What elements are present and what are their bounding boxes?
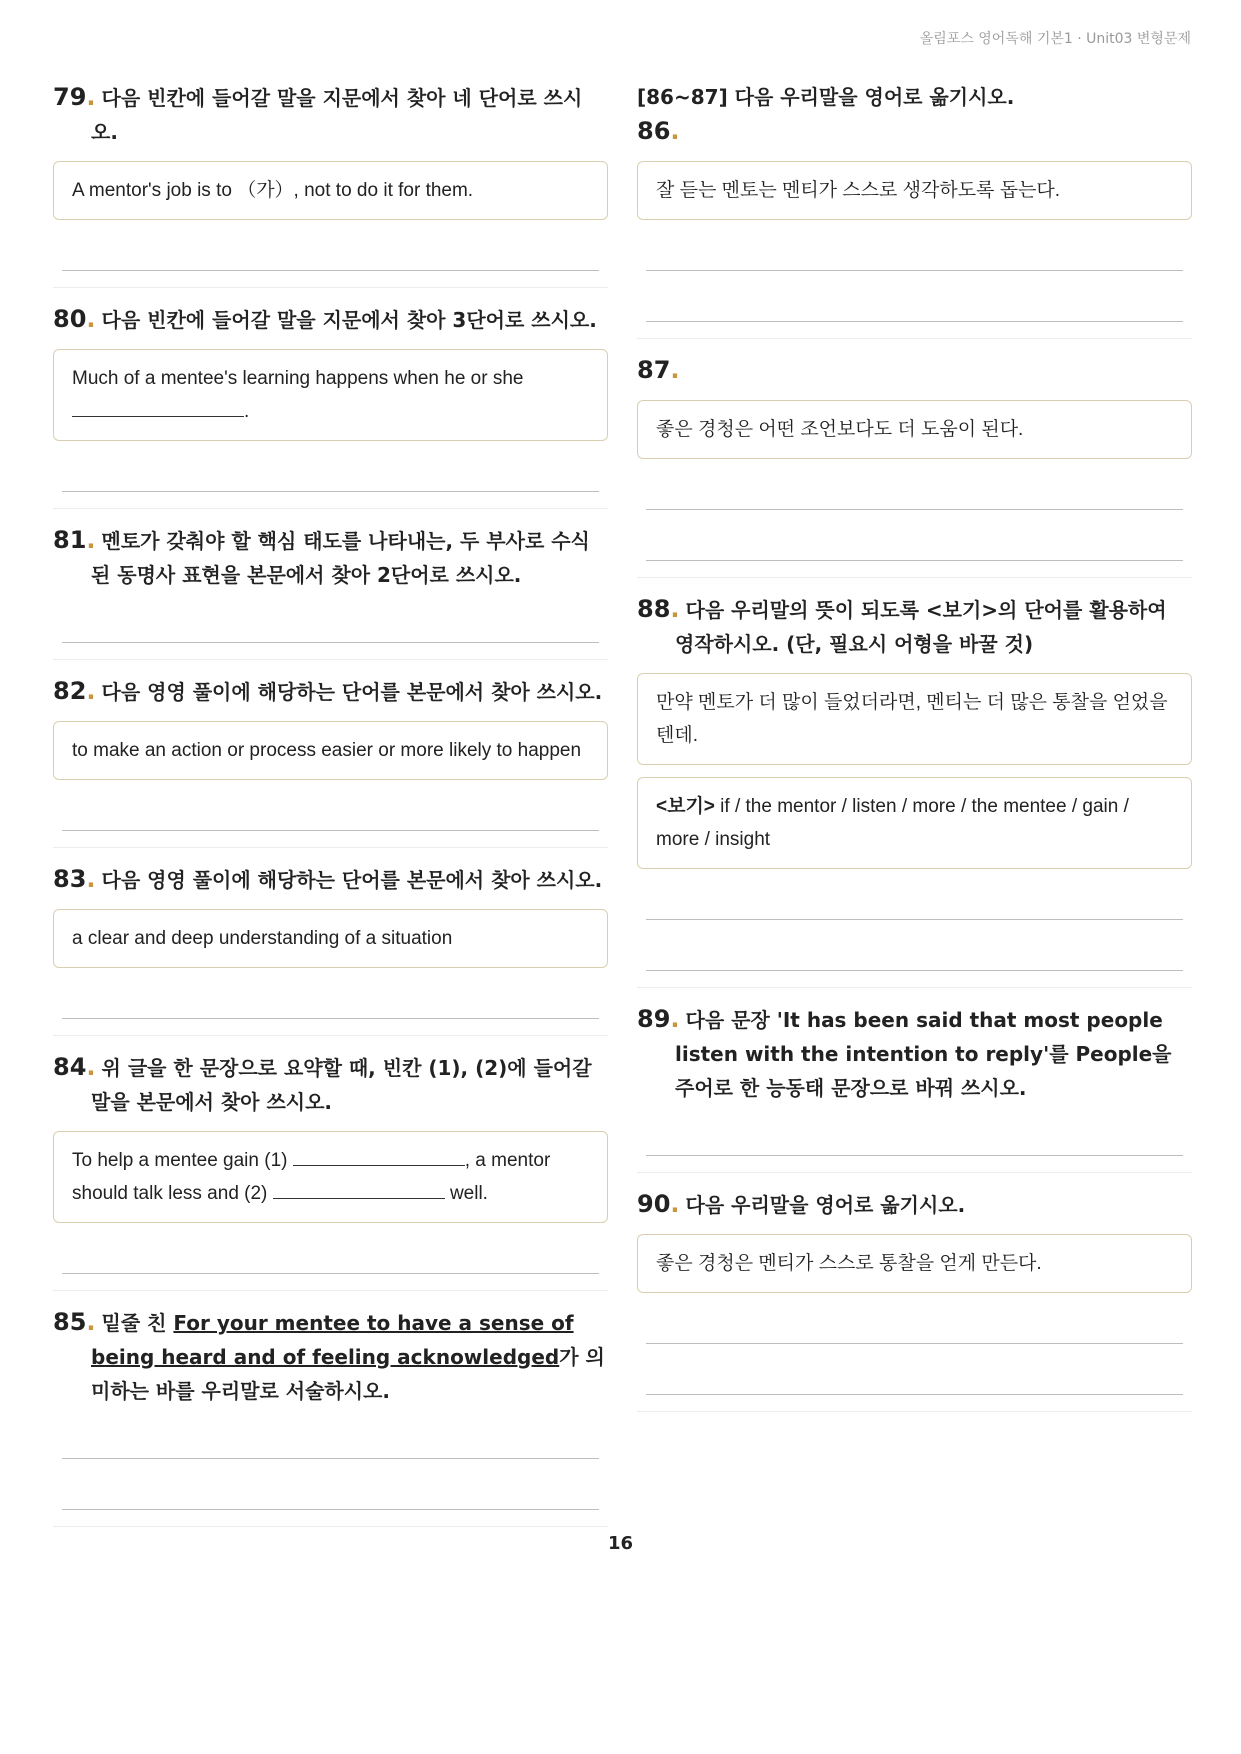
question-box <box>53 1131 608 1223</box>
question-85 <box>53 1305 608 1527</box>
question-81 <box>53 523 608 660</box>
box-text: well. <box>449 1183 488 1204</box>
answer-line[interactable] <box>646 1105 1183 1156</box>
question-88 <box>637 592 1192 988</box>
question-text: 위 글을 한 문장으로 요약할 때, 빈칸 (1), (2)에 들어갈 말을 본문에서 찾아 쓰시오. <box>91 1056 592 1114</box>
question-number: 81 <box>53 526 87 554</box>
answer-line[interactable] <box>62 780 599 831</box>
page-header: 올림포스 영어독해 기본1 · Unit03 변형문제 <box>919 31 1191 47</box>
question-text: 가 의미하는 바를 우리말로 서술하시오. <box>91 1345 605 1403</box>
question-number: 85 <box>53 1308 87 1336</box>
page-number: 16 <box>607 1533 634 1554</box>
question-number: 79 <box>53 83 87 111</box>
box-text: A mentor's job is to （가）, not to do it for them. <box>72 180 474 201</box>
question-text: 다음 빈칸에 들어갈 말을 지문에서 찾아 3단어로 쓰시오. <box>101 308 597 332</box>
question-82 <box>53 674 608 848</box>
answer-line[interactable] <box>646 1293 1183 1344</box>
question-box: 좋은 경청은 어떤 조언보다도 더 도움이 된다. <box>637 400 1192 459</box>
group-title: [86~87] 다음 우리말을 영어로 옮기시오. <box>637 85 1015 109</box>
question-text: 다음 영영 풀이에 해당하는 단어를 본문에서 찾아 쓰시오. <box>101 868 603 892</box>
answer-line[interactable] <box>646 510 1183 561</box>
question-box <box>53 161 608 220</box>
bogi-box <box>637 777 1192 869</box>
question-box: 만약 멘토가 더 많이 들었더라면, 멘티는 더 많은 통찰을 얻었을 텐데. <box>637 673 1192 765</box>
answer-line[interactable] <box>646 271 1183 322</box>
question-text: 밑줄 친 <box>101 1311 174 1335</box>
question-title: 84. 위 글을 한 문장으로 요약할 때, 빈칸 (1), (2)에 들어갈 말을 본문에서 찾아 쓰시오. <box>53 1053 592 1114</box>
question-84 <box>53 1050 608 1291</box>
question-text: 다음 우리말을 영어로 옮기시오. <box>685 1193 966 1217</box>
question-title: 86. <box>637 117 680 145</box>
answer-line[interactable] <box>646 869 1183 920</box>
answer-line[interactable] <box>62 1459 599 1510</box>
box-text-end: . <box>244 401 250 422</box>
inline-blank-2[interactable] <box>273 1178 445 1199</box>
question-number: 83 <box>53 865 87 893</box>
answer-line[interactable] <box>646 1344 1183 1395</box>
question-number: 89 <box>637 1005 671 1033</box>
question-title: 82. 다음 영영 풀이에 해당하는 단어를 본문에서 찾아 쓰시오. <box>53 677 603 705</box>
answer-line[interactable] <box>62 592 599 643</box>
question-87 <box>637 353 1192 578</box>
question-83 <box>53 862 608 1036</box>
question-89 <box>637 1002 1192 1173</box>
answer-line[interactable] <box>62 220 599 271</box>
left-column <box>53 80 608 1541</box>
box-text: , a mentor should talk less and (2) <box>72 1150 551 1204</box>
answer-line[interactable] <box>62 1408 599 1459</box>
question-number: 80 <box>53 305 87 333</box>
answer-line[interactable] <box>62 1223 599 1274</box>
question-box: a clear and deep understanding of a situation <box>53 909 608 968</box>
question-text: 다음 영영 풀이에 해당하는 단어를 본문에서 찾아 쓰시오. <box>101 680 603 704</box>
answer-line[interactable] <box>646 459 1183 510</box>
question-text: 다음 우리말의 뜻이 되도록 <보기>의 단어를 활용하여 영작하시오. (단, 필요시 어형을 바꿀 것) <box>675 598 1167 656</box>
answer-line[interactable] <box>646 220 1183 271</box>
question-86 <box>637 114 1192 339</box>
question-80 <box>53 302 608 509</box>
answer-line[interactable] <box>62 968 599 1019</box>
question-86-87-header <box>637 80 1192 114</box>
question-box: to make an action or process easier or more likely to happen <box>53 721 608 780</box>
question-79 <box>53 80 608 288</box>
answer-line[interactable] <box>646 920 1183 971</box>
question-90 <box>637 1187 1192 1412</box>
question-title: 79. 다음 빈칸에 들어갈 말을 지문에서 찾아 네 단어로 쓰시오. <box>53 83 583 144</box>
question-number: 90 <box>637 1190 671 1218</box>
inline-blank-1[interactable] <box>293 1145 465 1166</box>
box-text: Much of a mentee's learning happens when he or she <box>72 368 524 389</box>
question-title: 87. <box>637 356 680 384</box>
question-text: 멘토가 갖춰야 할 핵심 태도를 나타내는, 두 부사로 수식된 동명사 표현을 본문에서 찾아 2단어로 쓰시오. <box>91 529 590 587</box>
question-text: 다음 빈칸에 들어갈 말을 지문에서 찾아 네 단어로 쓰시오. <box>91 86 583 144</box>
answer-line[interactable] <box>62 441 599 492</box>
question-number: 88 <box>637 595 671 623</box>
inline-blank[interactable] <box>72 396 244 417</box>
question-title: 83. 다음 영영 풀이에 해당하는 단어를 본문에서 찾아 쓰시오. <box>53 865 603 893</box>
question-number: 82 <box>53 677 87 705</box>
question-number: 84 <box>53 1053 87 1081</box>
question-title: 80. 다음 빈칸에 들어갈 말을 지문에서 찾아 3단어로 쓰시오. <box>53 305 597 333</box>
question-title: 88. 다음 우리말의 뜻이 되도록 <보기>의 단어를 활용하여 영작하시오. (단, 필요시 어형을 바꿀 것) <box>637 595 1167 656</box>
question-text: 다음 문장 'It has been said that most people listen with the intention to reply'를 People을 주어로 한 능동태 문장으로 바꿔 쓰시오. <box>675 1008 1172 1100</box>
right-column <box>637 80 1192 1426</box>
question-title: 90. 다음 우리말을 영어로 옮기시오. <box>637 1190 966 1218</box>
question-title: 81. 멘토가 갖춰야 할 핵심 태도를 나타내는, 두 부사로 수식된 동명사 표현을 본문에서 찾아 2단어로 쓰시오. <box>53 526 590 587</box>
question-box <box>53 349 608 441</box>
bogi-label: <보기> <box>656 796 715 817</box>
bogi-words: if / the mentor / listen / more / the mentee / gain / more / insight <box>656 796 1129 850</box>
question-box: 좋은 경청은 멘티가 스스로 통찰을 얻게 만든다. <box>637 1234 1192 1293</box>
question-box: 잘 듣는 멘토는 멘티가 스스로 생각하도록 돕는다. <box>637 161 1192 220</box>
question-title: 85. 밑줄 친 For your mentee to have a sense of being heard and of feeling acknowledged가 의미하는 바를 우리말로 서술하시오. <box>53 1308 605 1403</box>
underlined-phrase: For your mentee to have a sense of being heard and of feeling acknowledged <box>91 1311 574 1369</box>
question-title: 89. 다음 문장 'It has been said that most people listen with the intention to reply'를 People을 주어로 한 능동태 문장으로 바꿔 쓰시오. <box>637 1005 1172 1100</box>
question-number: 87 <box>637 356 671 384</box>
question-number: 86 <box>637 117 671 145</box>
box-text: To help a mentee gain (1) <box>72 1150 288 1171</box>
